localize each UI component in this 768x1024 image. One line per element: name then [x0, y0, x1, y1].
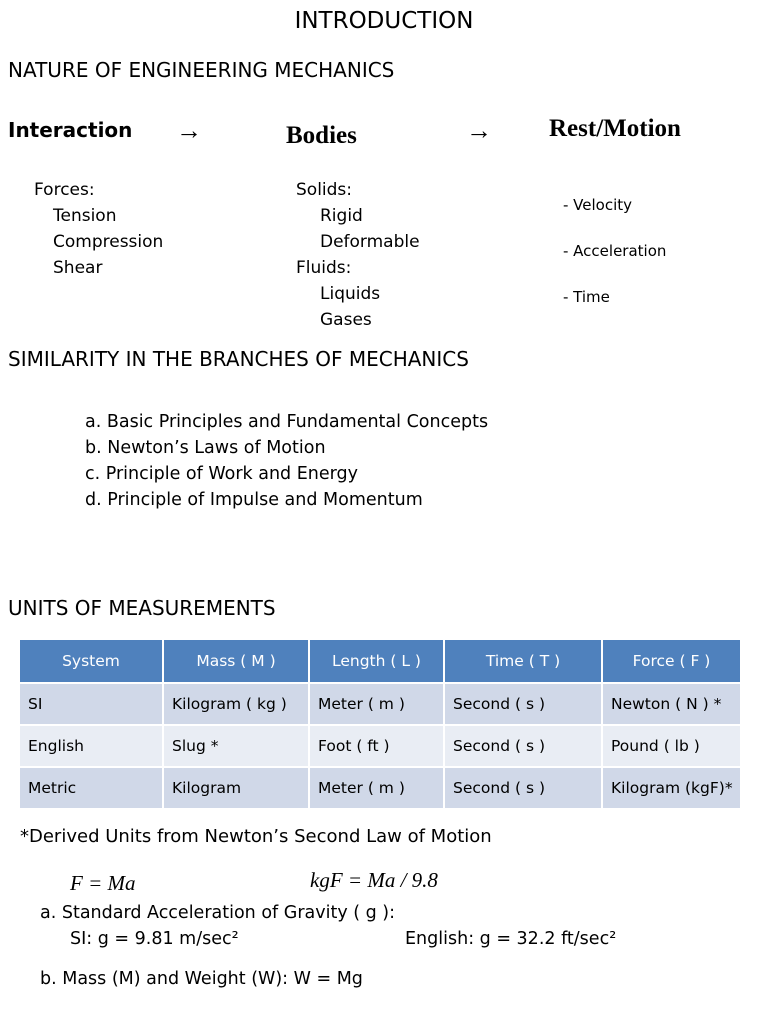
table-cell: Meter ( m ) — [309, 767, 444, 809]
table-cell: Meter ( m ) — [309, 683, 444, 725]
gravity-english: English: g = 32.2 ft/sec² — [405, 929, 617, 949]
list-item: - Velocity — [563, 196, 633, 214]
list-item: d. Principle of Impulse and Momentum — [85, 490, 423, 510]
table-cell: English — [20, 725, 163, 767]
table-cell: Foot ( ft ) — [309, 725, 444, 767]
list-item: a. Basic Principles and Fundamental Concepts — [85, 412, 489, 432]
table-row — [20, 725, 741, 767]
list-item: - Acceleration — [563, 242, 667, 260]
table-row — [20, 683, 741, 725]
table-cell: SI — [20, 683, 163, 725]
mass-weight-line: b. Mass (M) and Weight (W): W = Mg — [40, 969, 363, 989]
table-cell: Newton ( N ) * — [602, 683, 741, 725]
bodies-label: Bodies — [286, 122, 357, 149]
units-table — [20, 640, 742, 810]
table-cell: Second ( s ) — [444, 683, 602, 725]
list-item: b. Newton’s Laws of Motion — [85, 438, 326, 458]
forces-list — [34, 177, 163, 281]
table-cell: Slug * — [163, 725, 309, 767]
list-item: Fluids: — [296, 258, 352, 278]
table-cell: Second ( s ) — [444, 725, 602, 767]
list-item: Shear — [53, 258, 103, 278]
column-header: Length ( L ) — [309, 640, 444, 683]
right-arrow-icon: → — [466, 116, 492, 145]
list-item: Compression — [53, 232, 164, 252]
table-header-row — [20, 640, 741, 683]
list-item: Forces: — [34, 180, 95, 200]
right-arrow-icon: → — [176, 116, 202, 145]
list-item: Gases — [320, 310, 372, 330]
column-header: System — [20, 640, 163, 683]
rest-motion-label: Rest/Motion — [549, 115, 681, 142]
branches-list — [85, 409, 488, 513]
units-heading: UNITS OF MEASUREMENTS — [8, 596, 276, 620]
list-item: c. Principle of Work and Energy — [85, 464, 358, 484]
list-item: Liquids — [320, 284, 381, 304]
table-cell: Kilogram (kgF)* — [602, 767, 741, 809]
gravity-heading: a. Standard Acceleration of Gravity ( g ): — [40, 903, 396, 923]
column-header: Force ( F ) — [602, 640, 741, 683]
table-cell: Kilogram ( kg ) — [163, 683, 309, 725]
list-item: Rigid — [320, 206, 363, 226]
derived-units-note: *Derived Units from Newton’s Second Law of Motion — [20, 826, 492, 847]
similarity-heading: SIMILARITY IN THE BRANCHES OF MECHANICS — [8, 347, 469, 371]
page-title: INTRODUCTION — [294, 8, 474, 34]
equation-kgf: kgF = Ma / 9.8 — [310, 868, 438, 892]
nature-heading: NATURE OF ENGINEERING MECHANICS — [8, 58, 395, 82]
table-row — [20, 767, 741, 809]
equation-force: F = Ma — [70, 871, 136, 895]
table-cell: Kilogram — [163, 767, 309, 809]
table-cell: Second ( s ) — [444, 767, 602, 809]
list-item: - Time — [563, 288, 610, 306]
column-header: Mass ( M ) — [163, 640, 309, 683]
table-cell: Metric — [20, 767, 163, 809]
bodies-list — [296, 177, 420, 333]
column-header: Time ( T ) — [444, 640, 602, 683]
table-cell: Pound ( lb ) — [602, 725, 741, 767]
list-item: Deformable — [320, 232, 420, 252]
list-item: Solids: — [296, 180, 353, 200]
list-item: Tension — [53, 206, 117, 226]
gravity-si: SI: g = 9.81 m/sec² — [70, 929, 239, 949]
interaction-label: Interaction — [8, 118, 133, 142]
motion-list — [563, 182, 666, 320]
